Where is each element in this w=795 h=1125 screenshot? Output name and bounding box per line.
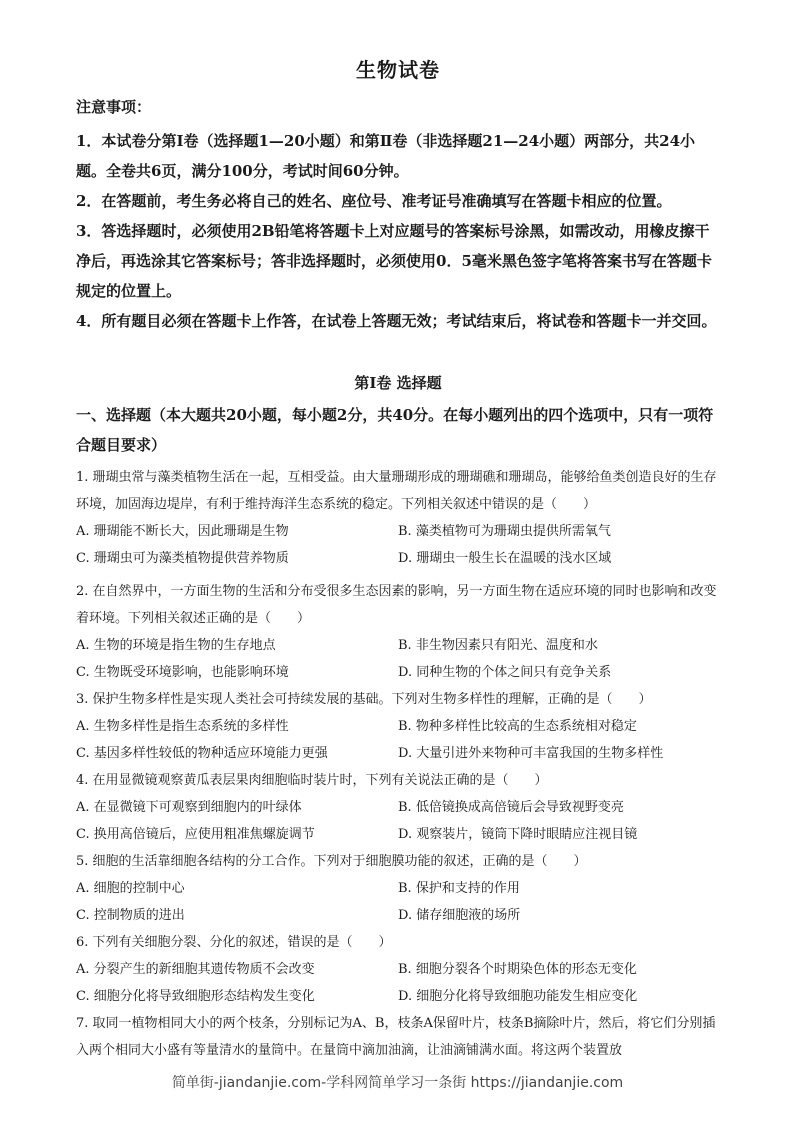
option-a: A. 分裂产生的新细胞其遗传物质不会改变 xyxy=(76,962,315,977)
question-1-stem: 1. 珊瑚虫常与藻类植物生活在一起，互相受益。由大量珊瑚形成的珊瑚礁和珊瑚岛，能够给鱼类创造良好的生存环境，加固海边堤岸，有利于维持海洋生态系统的稳定。下列相关叙述中错误的是（ ） xyxy=(76,470,717,512)
option-d: D. 储存细胞液的场所 xyxy=(398,908,521,923)
note-2: 2．在答题前，考生务必将自己的姓名、座位号、准考证号准确填写在答题卡相应的位置。 xyxy=(76,192,672,210)
notes-heading: 注意事项： xyxy=(76,98,152,116)
option-d: D. 大量引进外来物种可丰富我国的生物多样性 xyxy=(398,746,664,761)
question-5-stem: 5. 细胞的生活靠细胞各结构的分工合作。下列对于细胞膜功能的叙述，正确的是（ ） xyxy=(76,854,587,869)
question-4-options xyxy=(76,794,720,848)
question-4-stem: 4. 在用显微镜观察黄瓜表层果肉细胞临时装片时，下列有关说法正确的是（ ） xyxy=(76,773,548,788)
note-3: 3．答选择题时，必须使用2B铅笔将答题卡上对应题号的答案标号涂黑，如需改动，用橡皮擦干净后，再选涂其它答案标号；答非选择题时，必须使用0．5毫米黑色签字笔将答案书写在答题卡规定的位置上。 xyxy=(76,222,712,300)
option-c: C. 换用高倍镜后，应使用粗准焦螺旋调节 xyxy=(76,827,315,842)
page-title: 生物试卷 xyxy=(356,58,440,82)
question-2-options xyxy=(76,632,720,686)
option-a: A. 在显微镜下可观察到细胞内的叶绿体 xyxy=(76,800,302,815)
option-b: B. 保护和支持的作用 xyxy=(398,881,520,896)
question-2-stem: 2. 在自然界中，一方面生物的生活和分布受很多生态因素的影响，另一方面生物在适应环境的同时也影响和改变着环境。下列相关叙述正确的是（ ） xyxy=(76,584,717,626)
option-b: B. 细胞分裂各个时期染色体的形态无变化 xyxy=(398,962,637,977)
option-c: C. 生物既受环境影响，也能影响环境 xyxy=(76,665,289,680)
option-a: A. 生物的环境是指生物的生存地点 xyxy=(76,638,276,653)
section-description: 一、选择题（本大题共20小题，每小题2分，共40分。在每小题列出的四个选项中，只有一项符合题目要求） xyxy=(76,406,714,454)
question-7-stem: 7. 取同一植物相同大小的两个枝条，分别标记为A、B，枝条A保留叶片，枝条B摘除叶片，然后，将它们分别插入两个相同大小盛有等量清水的量筒中。在量筒中滴加油滴，让油滴铺满水面。将这两个装置放 xyxy=(76,1016,716,1058)
option-d: D. 同种生物的个体之间只有竞争关系 xyxy=(398,665,612,680)
option-c: C. 基因多样性较低的物种适应环境能力更强 xyxy=(76,746,328,761)
question-3-stem: 3. 保护生物多样性是实现人类社会可持续发展的基础。下列对生物多样性的理解，正确的是（ ） xyxy=(76,692,652,707)
footer-watermark: 简单街-jiandanjie.com-学科网简单学习一条街 https://jiandanjie.com xyxy=(171,1075,624,1091)
option-a: A. 生物多样性是指生态系统的多样性 xyxy=(76,719,289,734)
option-c: C. 控制物质的进出 xyxy=(76,908,185,923)
option-b: B. 物种多样性比较高的生态系统相对稳定 xyxy=(398,719,637,734)
question-3-options xyxy=(76,713,720,767)
question-5-options xyxy=(76,875,720,929)
option-b: B. 藻类植物可为珊瑚虫提供所需氧气 xyxy=(398,524,611,539)
option-c: C. 珊瑚虫可为藻类植物提供营养物质 xyxy=(76,551,289,566)
question-6-options xyxy=(76,956,720,1010)
option-d: D. 珊瑚虫一般生长在温暖的浅水区域 xyxy=(398,551,612,566)
option-a: A. 珊瑚能不断长大，因此珊瑚是生物 xyxy=(76,524,289,539)
option-c: C. 细胞分化将导致细胞形态结构发生变化 xyxy=(76,989,315,1004)
option-d: D. 观察装片，镜筒下降时眼睛应注视目镜 xyxy=(398,827,638,842)
question-1-options xyxy=(76,518,720,572)
option-d: D. 细胞分化将导致细胞功能发生相应变化 xyxy=(398,989,638,1004)
note-1: 1．本试卷分第Ⅰ卷（选择题1—20小题）和第Ⅱ卷（非选择题21—24小题）两部分，共24小题。全卷共6页，满分100分，考试时间60分钟。 xyxy=(76,132,696,180)
option-b: B. 低倍镜换成高倍镜后会导致视野变亮 xyxy=(398,800,624,815)
option-a: A. 细胞的控制中心 xyxy=(76,881,185,896)
section-title: 第Ⅰ卷 选择题 xyxy=(354,374,442,392)
question-6-stem: 6. 下列有关细胞分裂、分化的叙述，错误的是（ ） xyxy=(76,935,392,950)
option-b: B. 非生物因素只有阳光、温度和水 xyxy=(398,638,598,653)
note-4: 4．所有题目必须在答题卡上作答，在试卷上答题无效；考试结束后，将试卷和答题卡一并交回。 xyxy=(76,312,717,330)
